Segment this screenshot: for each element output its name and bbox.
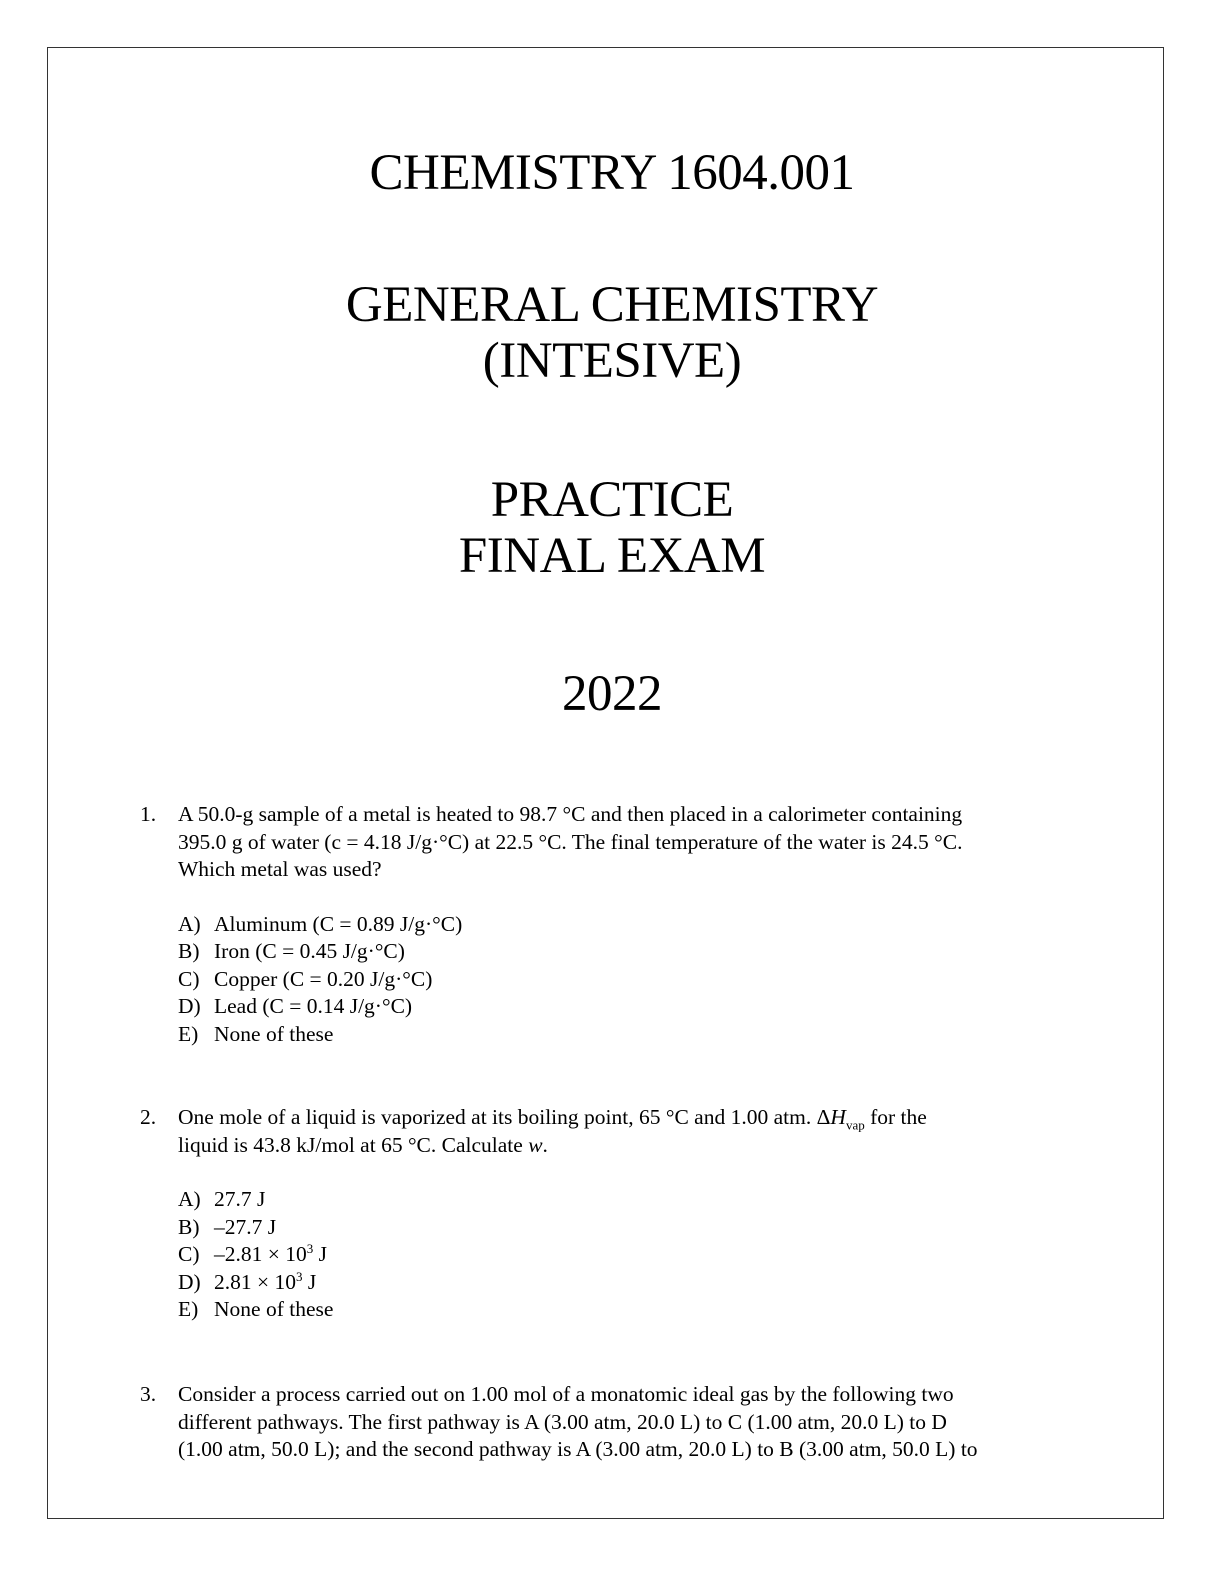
question-line: A 50.0-g sample of a metal is heated to 98.7 °C and then placed in a calorimeter containing bbox=[178, 802, 963, 826]
question-number: 3. bbox=[140, 1382, 157, 1406]
choice-unit: J bbox=[302, 1269, 317, 1294]
text-segment: . bbox=[542, 1132, 548, 1157]
choice-letter: D) bbox=[178, 994, 201, 1018]
question-line bbox=[178, 1132, 1080, 1160]
question-line: 395.0 g of water (c = 4.18 J/g·°C) at 22.5 °C. The final temperature of the water is 24.5 °C. bbox=[178, 829, 963, 854]
work-variable: w bbox=[528, 1132, 543, 1157]
choice-letter: A) bbox=[178, 911, 201, 936]
choice-unit: J bbox=[313, 1242, 328, 1266]
choice-letter: E) bbox=[178, 1297, 199, 1321]
choice-a bbox=[178, 1186, 1080, 1214]
choice-c bbox=[178, 1241, 1080, 1269]
choice-text bbox=[214, 1241, 327, 1269]
choice-e bbox=[178, 1296, 1080, 1324]
choice-e bbox=[178, 1021, 1080, 1049]
question-text bbox=[178, 801, 1080, 884]
question-3 bbox=[140, 1381, 1080, 1464]
choice-exponent: 3 bbox=[296, 1268, 303, 1284]
question-number: 1. bbox=[140, 802, 157, 826]
choice-text: Copper (C = 0.20 J/g·°C) bbox=[214, 966, 433, 991]
choice-b bbox=[178, 1214, 1080, 1242]
answer-choices bbox=[178, 1186, 1080, 1324]
choice-letter: C) bbox=[178, 966, 200, 991]
choice-base: 2.81 × 10 bbox=[214, 1269, 297, 1294]
answer-choices bbox=[178, 911, 1080, 1049]
choice-letter: B) bbox=[178, 939, 200, 963]
choice-text: None of these bbox=[214, 1297, 334, 1321]
choice-text: Aluminum (C = 0.89 J/g·°C) bbox=[214, 911, 463, 936]
enthalpy-symbol: H bbox=[830, 1105, 846, 1129]
choice-c bbox=[178, 966, 1080, 994]
choice-text: Lead (C = 0.14 J/g·°C) bbox=[214, 994, 413, 1018]
choice-base: –2.81 × 10 bbox=[214, 1242, 307, 1266]
choice-letter: B) bbox=[178, 1214, 200, 1239]
choice-letter: E) bbox=[178, 1021, 199, 1046]
subject-line-2: (INTESIVE) bbox=[482, 333, 742, 389]
exam-type-title bbox=[0, 472, 1224, 584]
question-line bbox=[178, 1104, 1080, 1132]
choice-text: Iron (C = 0.45 J/g·°C) bbox=[214, 939, 405, 963]
text-segment: liquid is 43.8 kJ/mol at 65 °C. Calculate bbox=[178, 1132, 529, 1157]
question-line: different pathways. The first pathway is A (3.00 atm, 20.0 L) to C (1.00 atm, 20.0 L) to D bbox=[178, 1409, 947, 1434]
exam-type-line-1: PRACTICE bbox=[490, 472, 734, 528]
text-segment: One mole of a liquid is vaporized at its boiling point, 65 °C and 1.00 atm. Δ bbox=[178, 1105, 831, 1129]
text-segment: for the bbox=[864, 1105, 927, 1129]
question-line: (1.00 atm, 50.0 L); and the second pathway is A (3.00 atm, 20.0 L) to B (3.00 atm, 50.0 L) to bbox=[178, 1437, 978, 1461]
question-2 bbox=[140, 1104, 1080, 1324]
choice-letter: C) bbox=[178, 1242, 200, 1266]
choice-text: –27.7 J bbox=[214, 1214, 277, 1239]
course-title bbox=[0, 145, 1224, 201]
question-text bbox=[178, 1104, 1080, 1159]
exam-type-line-2: FINAL EXAM bbox=[458, 528, 766, 584]
choice-d bbox=[178, 1269, 1080, 1297]
question-1 bbox=[140, 801, 1080, 1048]
question-number: 2. bbox=[140, 1105, 157, 1129]
choice-text: 27.7 J bbox=[214, 1187, 266, 1211]
choice-b bbox=[178, 938, 1080, 966]
enthalpy-subscript: vap bbox=[845, 1117, 865, 1133]
subject-line-1: GENERAL CHEMISTRY bbox=[345, 277, 879, 333]
choice-letter: A) bbox=[178, 1187, 201, 1211]
choice-letter: D) bbox=[178, 1269, 201, 1294]
question-line: Which metal was used? bbox=[178, 857, 382, 881]
choice-d bbox=[178, 993, 1080, 1021]
year-text: 2022 bbox=[562, 666, 662, 722]
exam-year bbox=[0, 666, 1224, 722]
course-code: CHEMISTRY 1604.001 bbox=[369, 145, 855, 201]
choice-a bbox=[178, 911, 1080, 939]
choice-exponent: 3 bbox=[306, 1240, 314, 1256]
choice-text: None of these bbox=[214, 1021, 334, 1046]
subject-title bbox=[0, 277, 1224, 389]
choice-text bbox=[214, 1269, 316, 1297]
question-text bbox=[178, 1381, 1080, 1464]
question-line: Consider a process carried out on 1.00 mol of a monatomic ideal gas by the following two bbox=[178, 1382, 954, 1406]
